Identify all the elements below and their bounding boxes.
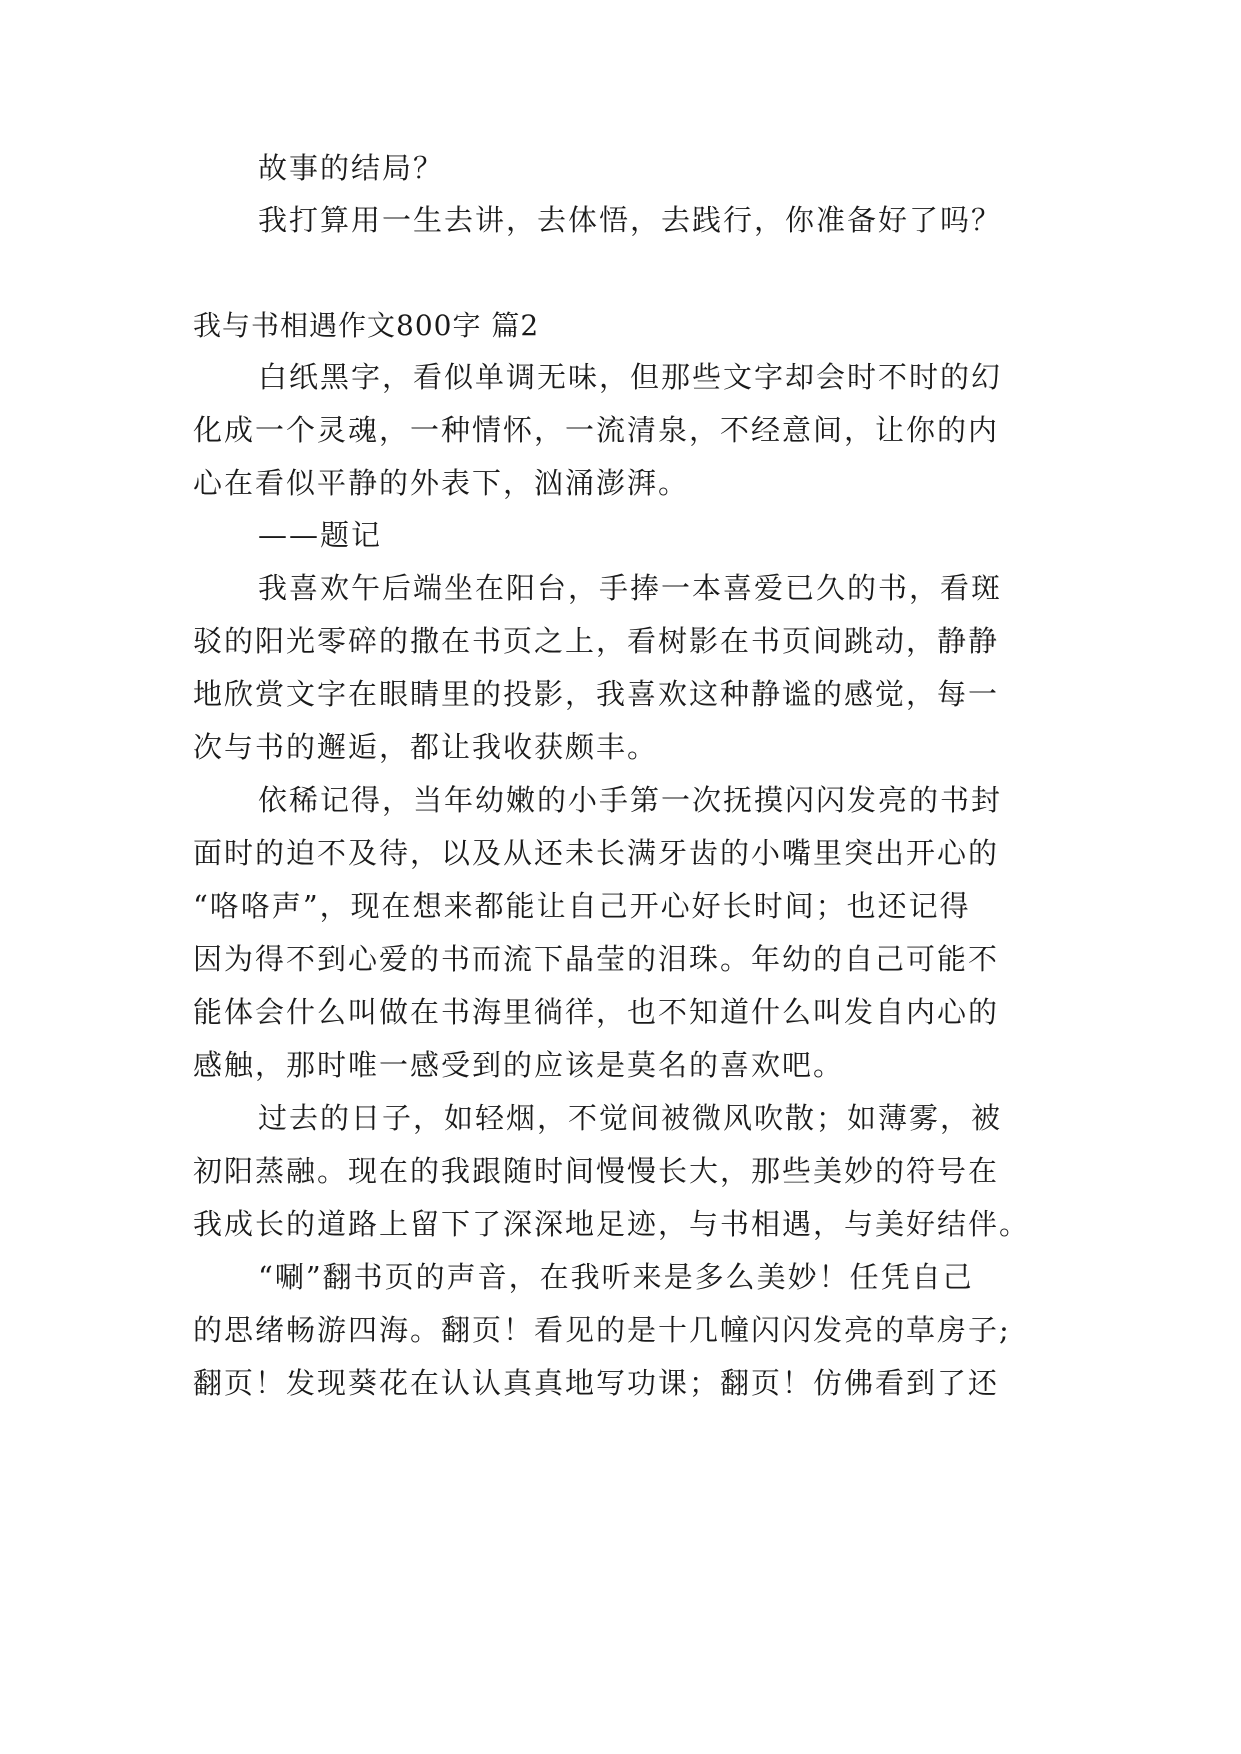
text-line: 依稀记得，当年幼嫩的小手第一次抚摸闪闪发亮的书封 (258, 783, 1003, 817)
text-line: 初阳蒸融。现在的我跟随时间慢慢长大，那些美妙的符号在 (193, 1154, 1000, 1188)
text-line: 故事的结局？ (258, 151, 445, 185)
text-line: 因为得不到心爱的书而流下晶莹的泪珠。年幼的自己可能不 (193, 942, 1000, 976)
text-line: 白纸黑字，看似单调无味，但那些文字却会时不时的幻 (258, 360, 1003, 394)
text-line: 地欣赏文字在眼睛里的投影，我喜欢这种静谧的感觉，每一 (193, 677, 1000, 711)
section-title: 我与书相遇作文800字 篇2 (193, 309, 540, 342)
text-line: 的思绪畅游四海。翻页！看见的是十几幢闪闪发亮的草房子; (193, 1313, 1011, 1347)
text-line: 能体会什么叫做在书海里徜徉，也不知道什么叫发自内心的 (193, 995, 1000, 1029)
text-line: 心在看似平静的外表下，汹涌澎湃。 (193, 466, 690, 500)
text-line: 翻页！发现葵花在认认真真地写功课；翻页！仿佛看到了还 (193, 1366, 1000, 1400)
text-line: 我打算用一生去讲，去体悟，去践行，你准备好了吗？ (258, 203, 1003, 237)
text-line: ——题记 (258, 518, 383, 552)
text-line: 我成长的道路上留下了深深地足迹，与书相遇，与美好结伴。 (193, 1207, 1031, 1241)
text-line: “咯咯声”，现在想来都能让自己开心好长时间；也还记得 (193, 889, 971, 923)
text-line: 我喜欢午后端坐在阳台，手捧一本喜爱已久的书，看斑 (258, 571, 1003, 605)
text-line: 感触，那时唯一感受到的应该是莫名的喜欢吧。 (193, 1048, 845, 1082)
text-line: 次与书的邂逅，都让我收获颇丰。 (193, 730, 659, 764)
text-line: 面时的迫不及待，以及从还未长满牙齿的小嘴里突出开心的 (193, 836, 1000, 870)
text-line: 驳的阳光零碎的撒在书页之上，看树影在书页间跳动，静静 (193, 624, 1000, 658)
text-line: “唰”翻书页的声音，在我听来是多么美妙！任凭自己 (258, 1260, 974, 1294)
text-line: 过去的日子，如轻烟，不觉间被微风吹散；如薄雾，被 (258, 1101, 1003, 1135)
text-line: 化成一个灵魂，一种情怀，一流清泉，不经意间，让你的内 (193, 413, 1000, 447)
